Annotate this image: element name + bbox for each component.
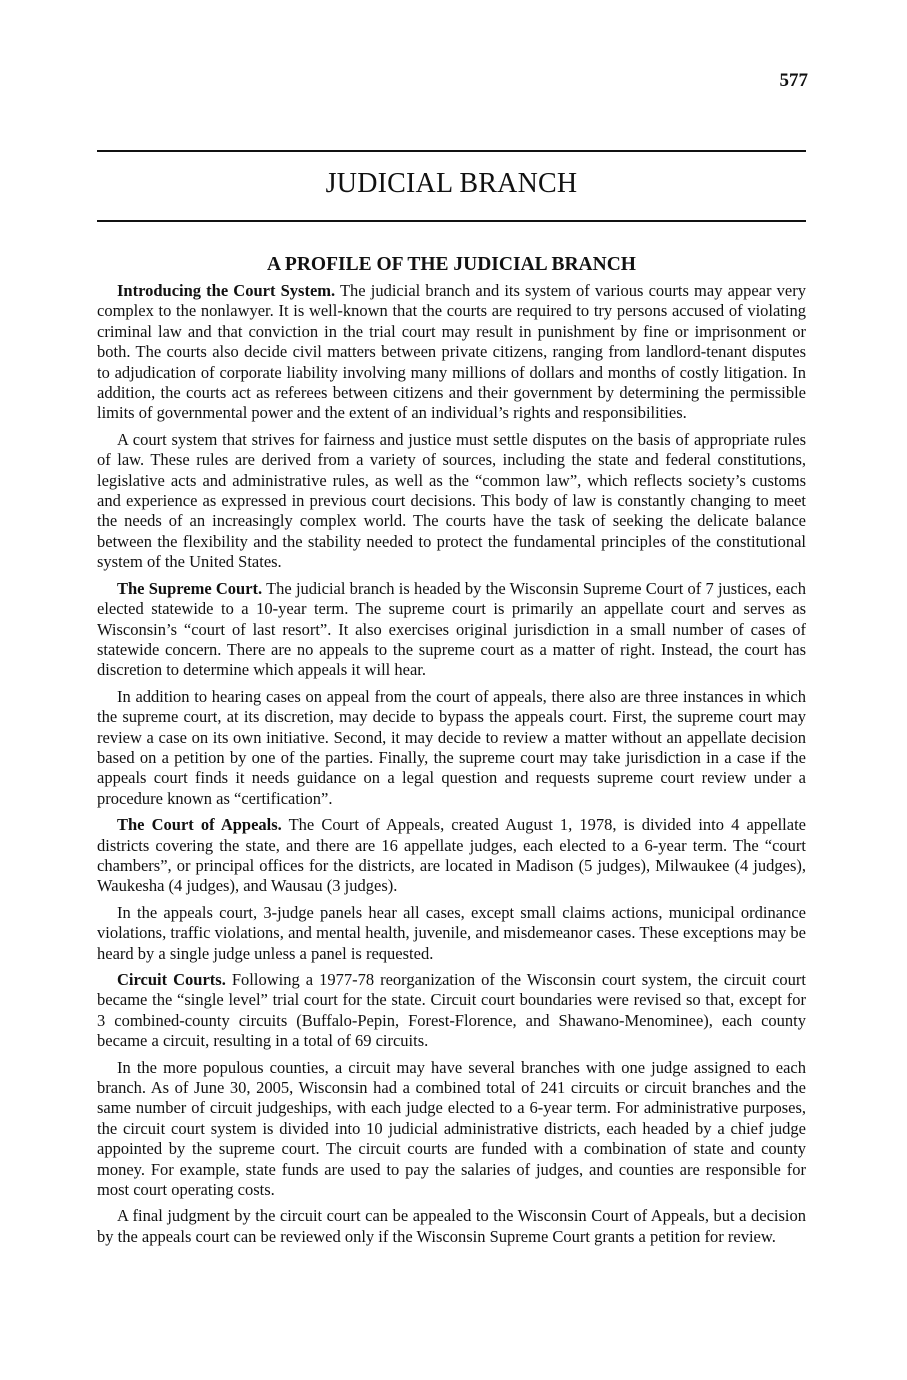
paragraph-lead: Circuit Courts.: [117, 970, 226, 989]
paragraph-supreme-court-bypass: [97, 687, 806, 809]
section-title: A PROFILE OF THE JUDICIAL BRANCH: [267, 254, 636, 275]
paragraph-lead: The Court of Appeals.: [117, 815, 282, 835]
paragraph-text: A court system that strives for fairness and justice must settle disputes on the basis of appropriate rules of law. These rules are derived from a variety of sources, including the state and federal constitutions, legislative acts and administrative rules, as well as the “common law”, which reflects society’s customs and experience as expressed in previous court decisions. This body of law is constantly changing to meet the needs of an increasingly complex world. The courts have the task of seeking the delicate balance between the flexibility and the stability needed to protect the fundamental principles of the constitutional system of the United States.: [97, 429, 806, 572]
paragraph-text: Following a 1977-78 reorganization of the Wisconsin court system, the circuit court became the “single level” trial court for the state. Circuit court boundaries were revised so that, except for 3 combined-county circuits (Buffalo-Pepin, Forest-Florence, and Shawano-Menominee), each county became a circuit, resulting in a total of 69 circuits.: [97, 970, 806, 1051]
paragraph-text: The Court of Appeals, created August 1, 1978, is divided into 4 appellate districts covering the state, and there are 16 appellate judges, each elected to a 6-year term. The “court chambers”, or principal offices for the districts, are located in Madison (5 judges), Milwaukee (4 judges), Waukesha (4 judges), and Wausau (3 judges).: [97, 815, 806, 896]
paragraph-court-of-appeals: [97, 815, 806, 897]
paragraph-text: In the more populous counties, a circuit may have several branches with one judge assigned to each branch. As of June 30, 2005, Wisconsin had a combined total of 241 circuits or circuit branches and the same number of circuit judgeships, with each judge elected to a 6-year term. For administrative purposes, the circuit court system is divided into 10 judicial administrative districts, each headed by a chief judge appointed by the supreme court. The circuit courts are funded with a combination of state and county money. For example, state funds are used to pay the salaries of judges, and counties are responsible for most court operating costs.: [97, 1057, 806, 1200]
paragraph-court-system: [97, 281, 806, 424]
paragraph-text: A final judgment by the circuit court can be appealed to the Wisconsin Court of Appeals, but a decision by the appeals court can be reviewed only if the Wisconsin Supreme Court grants a petition for review.: [97, 1206, 806, 1246]
paragraph-circuit-courts: [97, 970, 806, 1052]
paragraph-rules-of-law: [97, 430, 806, 573]
paragraph-circuit-branches: [97, 1058, 806, 1201]
chapter-title: JUDICIAL BRANCH: [325, 168, 578, 199]
paragraph-text: In the appeals court, 3-judge panels hear all cases, except small claims actions, municipal ordinance violations, traffic violations, and mental health, juvenile, and misdemeanor cases. These exceptions may be heard by a single judge unless a panel is requested.: [97, 902, 806, 963]
bottom-rule: [97, 220, 806, 222]
article-body: [97, 252, 806, 1253]
paragraph-text: The judicial branch is headed by the Wisconsin Supreme Court of 7 justices, each elected statewide to a 10-year term. The supreme court is primarily an appellate court and serves as Wisconsin’s “court of last resort”. It also exercises original jurisdiction in a small number of cases of statewide concern. There are no appeals to the supreme court as a matter of right. Instead, the court has discretion to determine which appeals it will hear.: [97, 578, 806, 680]
paragraph-final-judgment: [97, 1206, 806, 1247]
page-number: 577: [779, 70, 808, 91]
paragraph-lead: Introducing the Court System.: [117, 281, 336, 300]
top-rule: [97, 150, 806, 152]
paragraph-appeals-panels: [97, 903, 806, 964]
paragraph-text: The judicial branch and its system of various courts may appear very complex to the nonlawyer. It is well-known that the courts are required to try persons accused of violating criminal law and that conviction in the trial court may result in punishment by fine or imprisonment or both. The courts also decide civil matters between private citizens, ranging from landlord-tenant disputes to adjudication of corporate liability involving many millions of dollars and months of costly litigation. In addition, the courts act as referees between citizens and their government by determining the permissible limits of governmental power and the extent of an individual’s rights and responsibilities.: [97, 281, 807, 423]
paragraph-lead: The Supreme Court.: [117, 578, 263, 598]
paragraph-supreme-court: [97, 579, 806, 681]
paragraph-text: In addition to hearing cases on appeal from the court of appeals, there also are three instances in which the supreme court, at its discretion, may decide to bypass the appeals court. First, the supreme court may review a case on its own initiative. Second, it may decide to review a matter without an appellate decision based on a petition by one of the parties. Finally, the supreme court may take jurisdiction in a case if the appeals court finds it needs guidance on a legal question and requests supreme court review under a procedure known as “certification”.: [97, 686, 806, 808]
